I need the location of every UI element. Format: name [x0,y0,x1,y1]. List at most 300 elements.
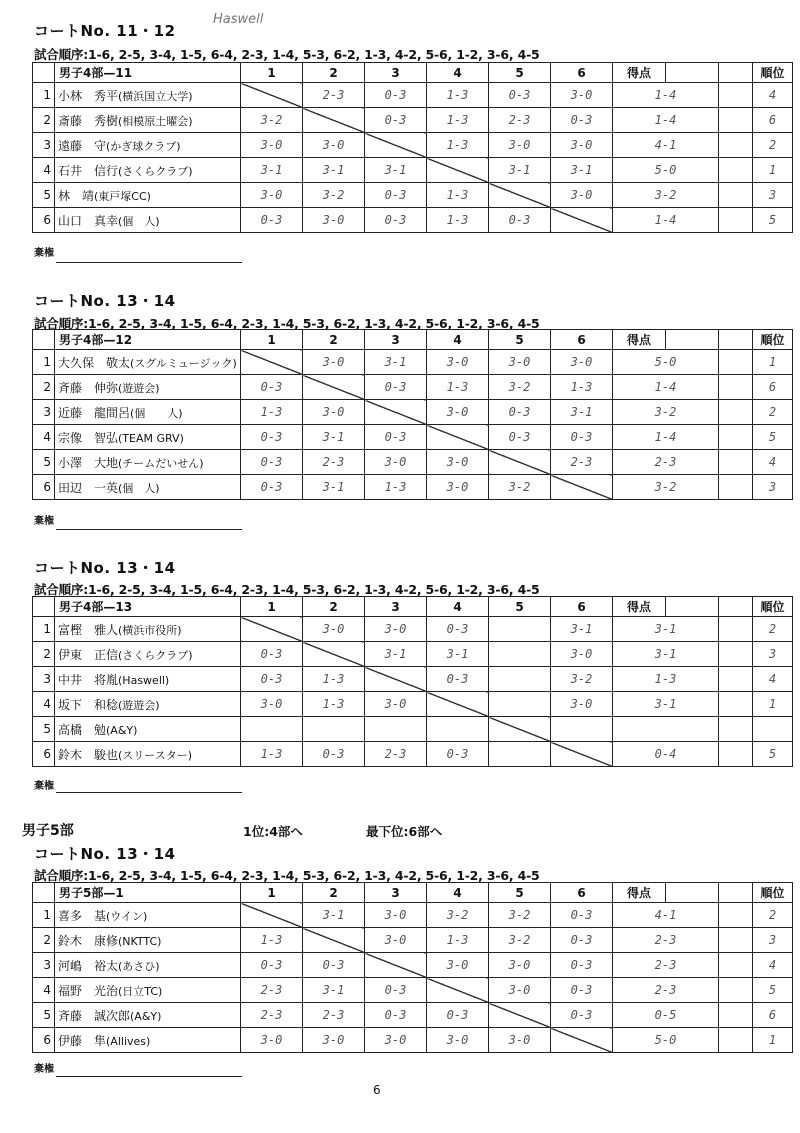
spacer-cell [719,400,753,425]
match-score: 1-3 [427,208,489,233]
match-score: 0-3 [551,1003,613,1028]
table-row [33,350,793,375]
diagonal-cell [489,717,551,742]
match-score [489,742,551,767]
group-title: 男子5部—1 [55,883,241,903]
spacer-cell [719,742,753,767]
match-score: 3-0 [241,1028,303,1053]
rank-value: 2 [753,133,793,158]
match-score: 3-1 [303,903,365,928]
rank-value: 5 [753,742,793,767]
player-affiliation: (スリースター) [118,748,193,762]
rank-value: 2 [753,617,793,642]
diagonal-cell [427,692,489,717]
points-value: 1-4 [613,425,719,450]
match-score: 3-2 [489,928,551,953]
header-blank [33,63,55,83]
player-number: 4 [33,158,55,183]
points-value: 2-3 [613,953,719,978]
player-affiliation: (チームだいせん) [118,456,204,470]
match-score: 1-3 [303,667,365,692]
player-number: 6 [33,208,55,233]
player-number: 3 [33,667,55,692]
player-number: 6 [33,475,55,500]
player-name: 山口 真幸 [58,213,119,228]
spacer-cell [719,375,753,400]
spacer-cell [719,953,753,978]
player-name-cell [55,350,241,375]
column-player-number: 1 [241,330,303,350]
header-blank [719,63,753,83]
player-name: 田辺 一英 [58,480,119,495]
court-label: コートNo. 13・14 [34,292,176,310]
handwritten-annotation: Haswell [213,12,264,27]
rank-value [753,717,793,742]
match-score: 2-3 [303,83,365,108]
match-score: 3-0 [551,183,613,208]
match-score: 0-3 [241,953,303,978]
player-name-cell [55,475,241,500]
points-value: 1-4 [613,208,719,233]
match-score: 1-3 [241,928,303,953]
rank-value: 6 [753,375,793,400]
rank-value: 4 [753,667,793,692]
header-points: 得点 [613,597,666,617]
rank-value: 3 [753,475,793,500]
player-name: 伊東 正信 [58,647,119,662]
match-score: 3-2 [241,108,303,133]
match-score: 0-3 [427,617,489,642]
header-points: 得点 [613,330,666,350]
rank-value: 4 [753,83,793,108]
player-name-cell [55,717,241,742]
match-score: 3-0 [551,83,613,108]
header-blank [666,63,719,83]
table-row [33,667,793,692]
player-name-cell [55,953,241,978]
player-affiliation: (遊遊会) [118,698,160,712]
player-name-cell [55,183,241,208]
column-player-number: 1 [241,597,303,617]
match-score: 0-3 [303,742,365,767]
match-score: 3-0 [365,903,427,928]
match-score: 3-0 [427,450,489,475]
match-score: 0-3 [489,400,551,425]
match-score: 3-1 [489,158,551,183]
match-score: 2-3 [551,450,613,475]
player-name: 斉藤 伸弥 [58,380,119,395]
rank-value: 5 [753,208,793,233]
player-name: 坂下 和稔 [58,697,119,712]
court-label: コートNo. 13・14 [34,845,176,863]
match-score: 3-0 [303,208,365,233]
match-score: 1-3 [427,108,489,133]
match-score: 0-3 [365,375,427,400]
player-name: 高橋 勉 [58,722,107,737]
table-row [33,742,793,767]
match-score: 3-1 [303,158,365,183]
spacer-cell [719,667,753,692]
column-player-number: 3 [365,63,427,83]
player-number: 2 [33,928,55,953]
diagonal-cell [365,133,427,158]
round-robin-table [32,882,793,1053]
player-name-cell [55,400,241,425]
match-score: 0-3 [365,978,427,1003]
player-affiliation: (横浜市役所) [118,623,182,637]
rank-value: 1 [753,1028,793,1053]
rank-value: 4 [753,953,793,978]
diagonal-cell [489,450,551,475]
points-value: 3-1 [613,642,719,667]
spacer-cell [719,108,753,133]
diagonal-cell [365,953,427,978]
match-score: 3-0 [365,928,427,953]
match-order: 試合順序:1-6, 2-5, 3-4, 1-5, 6-4, 2-3, 1-4, 5-3, 6-2, 1-3, 4-2, 5-6, 1-2, 3-6, 4-5 [34,47,540,62]
player-number: 4 [33,425,55,450]
table-row [33,475,793,500]
match-score: 3-0 [551,642,613,667]
waiver-line [56,792,242,793]
player-affiliation: (Haswell) [118,673,170,687]
match-score: 3-0 [551,692,613,717]
player-name-cell [55,928,241,953]
match-score: 3-0 [489,978,551,1003]
group-title: 男子4部—11 [55,63,241,83]
spacer-cell [719,133,753,158]
match-score: 1-3 [551,375,613,400]
player-name: 遠藤 守 [58,138,107,153]
diagonal-cell [303,375,365,400]
player-number: 6 [33,742,55,767]
match-score: 3-2 [427,903,489,928]
column-player-number: 2 [303,883,365,903]
table-row [33,642,793,667]
header-rank: 順位 [753,597,793,617]
table-row [33,158,793,183]
match-score: 1-3 [365,475,427,500]
player-number: 2 [33,108,55,133]
table-row [33,928,793,953]
player-number: 1 [33,350,55,375]
match-score: 1-3 [427,375,489,400]
player-affiliation: (東戸塚CC) [94,189,151,203]
division5-relegation: 最下位:6部へ [366,824,443,839]
match-score: 3-0 [551,350,613,375]
column-player-number: 1 [241,883,303,903]
points-value: 2-3 [613,928,719,953]
player-affiliation: (A&Y) [130,1009,162,1023]
match-score [303,717,365,742]
player-name: 富樫 雅人 [58,622,119,637]
spacer-cell [719,83,753,108]
match-score [427,717,489,742]
table-header-row [33,63,793,83]
waiver-label: 棄権 [34,1064,54,1075]
player-affiliation: (横浜国立大学) [118,89,193,103]
player-name-cell [55,158,241,183]
player-affiliation: (Allives) [106,1034,151,1048]
spacer-cell [719,1003,753,1028]
player-number: 5 [33,183,55,208]
player-name-cell [55,978,241,1003]
match-score: 0-3 [489,425,551,450]
player-affiliation: (相模原土曜会) [118,114,193,128]
column-player-number: 2 [303,63,365,83]
header-blank [666,597,719,617]
match-score: 3-1 [365,642,427,667]
points-value: 3-2 [613,475,719,500]
match-score: 3-1 [365,350,427,375]
diagonal-cell [489,1003,551,1028]
match-score: 3-0 [365,1028,427,1053]
match-score: 1-3 [427,928,489,953]
player-affiliation: (個 人) [130,406,183,420]
table-row [33,108,793,133]
match-score: 0-3 [303,953,365,978]
match-score [489,667,551,692]
points-value: 0-4 [613,742,719,767]
player-name: 斉藤 誠次郎 [58,1008,131,1023]
table-row [33,953,793,978]
player-affiliation: (A&Y) [106,723,138,737]
match-score: 3-1 [303,425,365,450]
rank-value: 2 [753,400,793,425]
diagonal-cell [241,350,303,375]
diagonal-cell [489,183,551,208]
division5-promotion: 1位:4部へ [243,824,303,839]
match-score [365,717,427,742]
match-score: 3-2 [303,183,365,208]
player-name: 鈴木 駿也 [58,747,119,762]
match-score: 3-0 [241,183,303,208]
table-row [33,1003,793,1028]
player-affiliation: (ウイン) [106,909,148,923]
match-score [241,717,303,742]
player-number: 4 [33,692,55,717]
player-name: 小澤 大地 [58,455,119,470]
rank-value: 3 [753,928,793,953]
column-player-number: 6 [551,330,613,350]
diagonal-cell [551,742,613,767]
header-blank [719,597,753,617]
player-name-cell [55,903,241,928]
points-value: 5-0 [613,158,719,183]
court-label: コートNo. 11・12 [34,22,176,40]
player-name: 宗像 智弘 [58,430,119,445]
player-number: 5 [33,1003,55,1028]
match-score: 3-0 [303,1028,365,1053]
spacer-cell [719,208,753,233]
diagonal-cell [365,667,427,692]
match-score: 2-3 [303,450,365,475]
table-row [33,183,793,208]
match-score: 3-1 [427,642,489,667]
spacer-cell [719,717,753,742]
player-name-cell [55,83,241,108]
match-score: 3-0 [241,692,303,717]
points-value [613,717,719,742]
spacer-cell [719,928,753,953]
column-player-number: 6 [551,63,613,83]
match-score: 0-3 [365,1003,427,1028]
match-score: 0-3 [489,208,551,233]
match-score: 3-2 [551,667,613,692]
spacer-cell [719,692,753,717]
player-affiliation: (かぎ球クラブ) [106,139,181,153]
match-score: 0-3 [241,450,303,475]
points-value: 3-2 [613,400,719,425]
points-value: 4-1 [613,903,719,928]
player-name-cell [55,425,241,450]
player-name-cell [55,133,241,158]
table-row [33,450,793,475]
match-score [489,617,551,642]
rank-value: 2 [753,903,793,928]
match-score: 3-0 [489,350,551,375]
player-affiliation: (個 人) [118,481,160,495]
player-affiliation: (日立TC) [118,984,163,998]
match-score: 2-3 [241,1003,303,1028]
spacer-cell [719,475,753,500]
match-score: 0-3 [551,903,613,928]
column-player-number: 2 [303,597,365,617]
column-player-number: 4 [427,330,489,350]
spacer-cell [719,425,753,450]
table-row [33,978,793,1003]
match-order: 試合順序:1-6, 2-5, 3-4, 1-5, 6-4, 2-3, 1-4, 5-3, 6-2, 1-3, 4-2, 5-6, 1-2, 3-6, 4-5 [34,582,540,597]
match-score: 3-0 [303,617,365,642]
diagonal-cell [303,642,365,667]
column-player-number: 5 [489,63,551,83]
match-score: 3-0 [551,133,613,158]
column-player-number: 5 [489,883,551,903]
table-row [33,692,793,717]
header-blank [666,883,719,903]
match-score: 0-3 [241,642,303,667]
player-name-cell [55,108,241,133]
spacer-cell [719,183,753,208]
match-score: 0-3 [365,425,427,450]
points-value: 1-4 [613,375,719,400]
header-blank [719,330,753,350]
player-name: 林 靖 [58,188,95,203]
match-score: 3-0 [427,350,489,375]
player-name-cell [55,1003,241,1028]
column-player-number: 4 [427,63,489,83]
match-score [489,642,551,667]
spacer-cell [719,642,753,667]
player-number: 2 [33,642,55,667]
player-number: 1 [33,83,55,108]
match-score: 0-3 [551,108,613,133]
player-number: 6 [33,1028,55,1053]
player-number: 1 [33,617,55,642]
diagonal-cell [241,903,303,928]
match-score: 2-3 [489,108,551,133]
match-score: 3-2 [489,375,551,400]
match-score: 3-1 [365,158,427,183]
rank-value: 1 [753,158,793,183]
match-score: 0-3 [427,667,489,692]
match-score: 0-3 [365,208,427,233]
rank-value: 1 [753,350,793,375]
match-score: 3-1 [303,475,365,500]
waiver-line [56,1076,242,1077]
header-points: 得点 [613,883,666,903]
match-score: 0-3 [241,425,303,450]
division5-title: 男子5部 [22,823,74,839]
match-score: 0-3 [365,183,427,208]
player-number: 5 [33,717,55,742]
waiver-line [56,262,242,263]
match-score: 1-3 [303,692,365,717]
player-affiliation: (あさひ) [118,959,160,973]
match-score: 0-3 [427,1003,489,1028]
match-score: 3-0 [489,953,551,978]
column-player-number: 3 [365,597,427,617]
diagonal-cell [551,475,613,500]
diagonal-cell [427,978,489,1003]
player-number: 1 [33,903,55,928]
player-number: 2 [33,375,55,400]
column-player-number: 3 [365,330,427,350]
player-name-cell [55,642,241,667]
diagonal-cell [365,400,427,425]
rank-value: 3 [753,183,793,208]
points-value: 1-4 [613,108,719,133]
player-name: 近藤 龍間呂 [58,405,131,420]
table-row [33,425,793,450]
header-blank [719,883,753,903]
player-number: 3 [33,953,55,978]
player-name-cell [55,617,241,642]
table-row [33,617,793,642]
rank-value: 5 [753,425,793,450]
match-score: 0-3 [551,928,613,953]
match-score: 3-0 [427,1028,489,1053]
match-score [551,717,613,742]
points-value: 3-1 [613,617,719,642]
player-name: 喜多 基 [58,908,107,923]
header-blank [33,330,55,350]
match-score: 3-0 [365,617,427,642]
match-score: 1-3 [427,183,489,208]
player-affiliation: (NKTTC) [118,934,162,948]
spacer-cell [719,158,753,183]
match-score: 3-1 [551,158,613,183]
header-rank: 順位 [753,63,793,83]
match-order: 試合順序:1-6, 2-5, 3-4, 1-5, 6-4, 2-3, 1-4, 5-3, 6-2, 1-3, 4-2, 5-6, 1-2, 3-6, 4-5 [34,868,540,883]
match-score: 3-0 [303,133,365,158]
points-value: 4-1 [613,133,719,158]
header-points: 得点 [613,63,666,83]
diagonal-cell [303,928,365,953]
points-value: 1-4 [613,83,719,108]
column-player-number: 2 [303,330,365,350]
match-order: 試合順序:1-6, 2-5, 3-4, 1-5, 6-4, 2-3, 1-4, 5-3, 6-2, 1-3, 4-2, 5-6, 1-2, 3-6, 4-5 [34,316,540,331]
player-affiliation: (さくらクラブ) [118,648,193,662]
diagonal-cell [551,1028,613,1053]
match-score: 3-0 [427,475,489,500]
match-score: 3-0 [489,1028,551,1053]
match-score: 3-0 [427,953,489,978]
points-value: 1-3 [613,667,719,692]
player-name-cell [55,742,241,767]
player-name: 大久保 敬太 [58,355,131,370]
match-score: 0-3 [551,978,613,1003]
points-value: 3-2 [613,183,719,208]
